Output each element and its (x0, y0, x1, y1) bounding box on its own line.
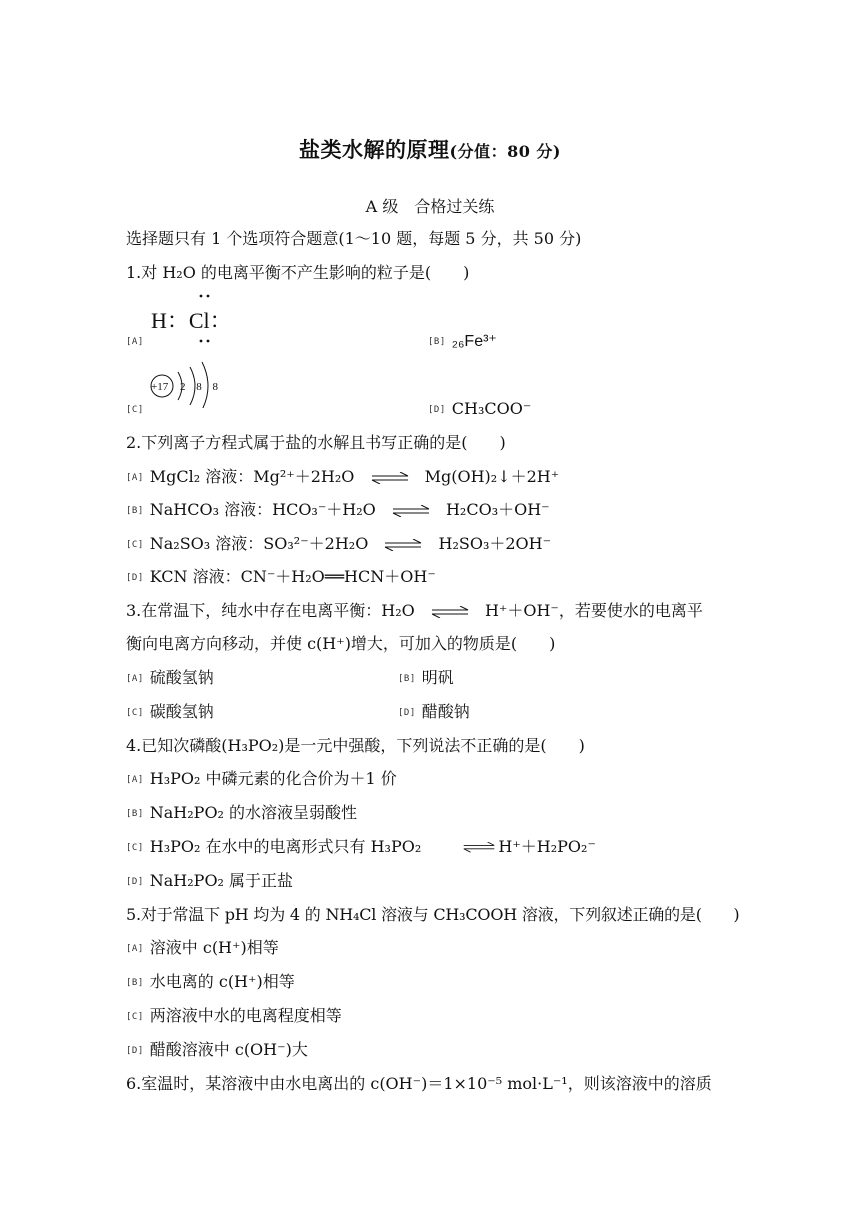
q2-option-a[interactable] (126, 466, 559, 489)
q2-c-tag: [C] (126, 540, 144, 550)
q2-option-b[interactable] (126, 499, 550, 522)
atom-structure-diagram (148, 358, 228, 408)
q4-option-c[interactable] (126, 836, 596, 859)
q2-b-left: NaHCO₃ 溶液：HCO₃⁻＋H₂O (149, 500, 376, 519)
q4-c-right: H⁺＋H₂PO₂⁻ (498, 837, 596, 856)
q3-d-text: 醋酸钠 (421, 702, 470, 721)
q2-b-tag: [B] (126, 506, 144, 516)
q5-option-d[interactable] (126, 1039, 308, 1062)
title-score: (分值：80 分) (449, 142, 561, 161)
q3-stem-part1: 3.在常温下，纯水中存在电离平衡：H₂O (126, 601, 415, 620)
q3-b-tag: [B] (398, 674, 416, 684)
q3-option-d[interactable] (398, 701, 470, 724)
q3-option-a[interactable] (126, 667, 214, 690)
q5-d-text: 醋酸溶液中 c(OH⁻)大 (149, 1040, 308, 1059)
q4-d-text: NaH₂PO₂ 属于正盐 (149, 871, 294, 890)
q1-option-d[interactable] (428, 398, 531, 421)
q1-c-tag: [C] (126, 405, 144, 415)
q2-d-tag: [D] (126, 573, 144, 583)
q6-stem: 6.室温时，某溶液中由水电离出的 c(OH⁻)＝1×10⁻⁵ mol·L⁻¹，则该溶液中的溶质 (126, 1074, 712, 1093)
q5-option-b[interactable] (126, 971, 295, 994)
q4-option-a[interactable] (126, 768, 397, 791)
q4-option-d[interactable] (126, 870, 293, 893)
q4-stem: 4.已知次磷酸(H₃PO₂)是一元中强酸，下列说法不正确的是( ) (126, 736, 585, 755)
lewis-formula: H：Cl： (151, 308, 232, 333)
q4-b-text: NaH₂PO₂ 的水溶液呈弱酸性 (149, 803, 358, 822)
q1-option-a[interactable] (126, 330, 150, 353)
q5-option-c[interactable] (126, 1005, 342, 1028)
q2-c-left: Na₂SO₃ 溶液：SO₃²⁻＋2H₂O (149, 534, 369, 553)
q2-a-right: Mg(OH)₂↓＋2H⁺ (424, 467, 560, 486)
q1-d-text: CH₃COO⁻ (451, 399, 532, 418)
q3-d-tag: [D] (398, 708, 416, 718)
q2-option-d[interactable] (126, 566, 436, 589)
q1-option-c[interactable] (126, 398, 150, 421)
q2-a-tag: [A] (126, 473, 144, 483)
level-heading: A 级 合格过关练 (365, 197, 495, 216)
q3-stem-line1 (126, 600, 703, 622)
q3-a-tag: [A] (126, 674, 144, 684)
q4-a-text: H₃PO₂ 中磷元素的化合价为＋1 价 (149, 769, 397, 788)
title-text: 盐类水解的原理 (299, 137, 450, 162)
equilibrium-arrow-icon (462, 842, 496, 852)
q3-option-c[interactable] (126, 701, 214, 724)
q2-b-right: H₂CO₃＋OH⁻ (445, 500, 550, 519)
lewis-structure-hcl (150, 287, 240, 347)
q2-option-c[interactable] (126, 533, 551, 556)
q4-c-tag: [C] (126, 843, 144, 853)
equilibrium-arrow-icon (391, 505, 431, 517)
q5-a-tag: [A] (126, 944, 144, 954)
q5-c-tag: [C] (126, 1012, 144, 1022)
q1-option-b[interactable] (428, 330, 497, 353)
q2-stem: 2.下列离子方程式属于盐的水解且书写正确的是( ) (126, 433, 506, 452)
q4-a-tag: [A] (126, 775, 144, 785)
equilibrium-arrow-icon (430, 606, 470, 618)
q4-d-tag: [D] (126, 877, 144, 887)
q4-c-left: H₃PO₂ 在水中的电离形式只有 H₃PO₂ (149, 837, 422, 856)
equilibrium-arrow-icon (370, 472, 410, 484)
q5-a-text: 溶液中 c(H⁺)相等 (149, 938, 279, 957)
equilibrium-arrow-icon (383, 539, 423, 551)
q1-d-tag: [D] (428, 405, 446, 415)
q5-c-text: 两溶液中水的电离程度相等 (149, 1006, 342, 1025)
q3-a-text: 硫酸氢钠 (149, 668, 214, 687)
atom-nucleus-label: +17 (151, 381, 169, 393)
q1-a-tag: [A] (126, 337, 144, 347)
q1-b-text: ₂₆Fe³⁺ (451, 333, 497, 350)
q2-c-right: H₂SO₃＋2OH⁻ (438, 534, 552, 553)
q3-c-tag: [C] (126, 708, 144, 718)
q5-b-tag: [B] (126, 978, 144, 988)
q5-b-text: 水电离的 c(H⁺)相等 (149, 972, 295, 991)
q2-d-text: KCN 溶液：CN⁻＋H₂O══HCN＋OH⁻ (149, 567, 436, 586)
q3-stem-line2: 衡向电离方向移动，并使 c(H⁺)增大，可加入的物质是( ) (126, 634, 556, 653)
q5-stem: 5.对于常温下 pH 均为 4 的 NH₄Cl 溶液与 CH₃COOH 溶液，下列叙述正确的是( ) (126, 905, 740, 924)
q2-a-left: MgCl₂ 溶液：Mg²⁺＋2H₂O (149, 467, 355, 486)
instructions: 选择题只有 1 个选项符合题意(1～10 题，每题 5 分，共 50 分) (126, 229, 582, 248)
atom-shell-counts: 2 8 8 (180, 381, 222, 393)
q3-stem-part2: H⁺＋OH⁻，若要使水的电离平 (484, 601, 703, 620)
q3-option-b[interactable] (398, 667, 454, 690)
q5-option-a[interactable] (126, 937, 279, 960)
q3-c-text: 碳酸氢钠 (149, 702, 214, 721)
q3-b-text: 明矾 (421, 668, 454, 687)
q5-d-tag: [D] (126, 1046, 144, 1056)
q1-stem: 1.对 H₂O 的电离平衡不产生影响的粒子是( ) (126, 263, 470, 282)
q4-option-b[interactable] (126, 802, 357, 825)
q4-b-tag: [B] (126, 809, 144, 819)
page-title (0, 134, 860, 164)
q1-b-tag: [B] (428, 337, 446, 347)
